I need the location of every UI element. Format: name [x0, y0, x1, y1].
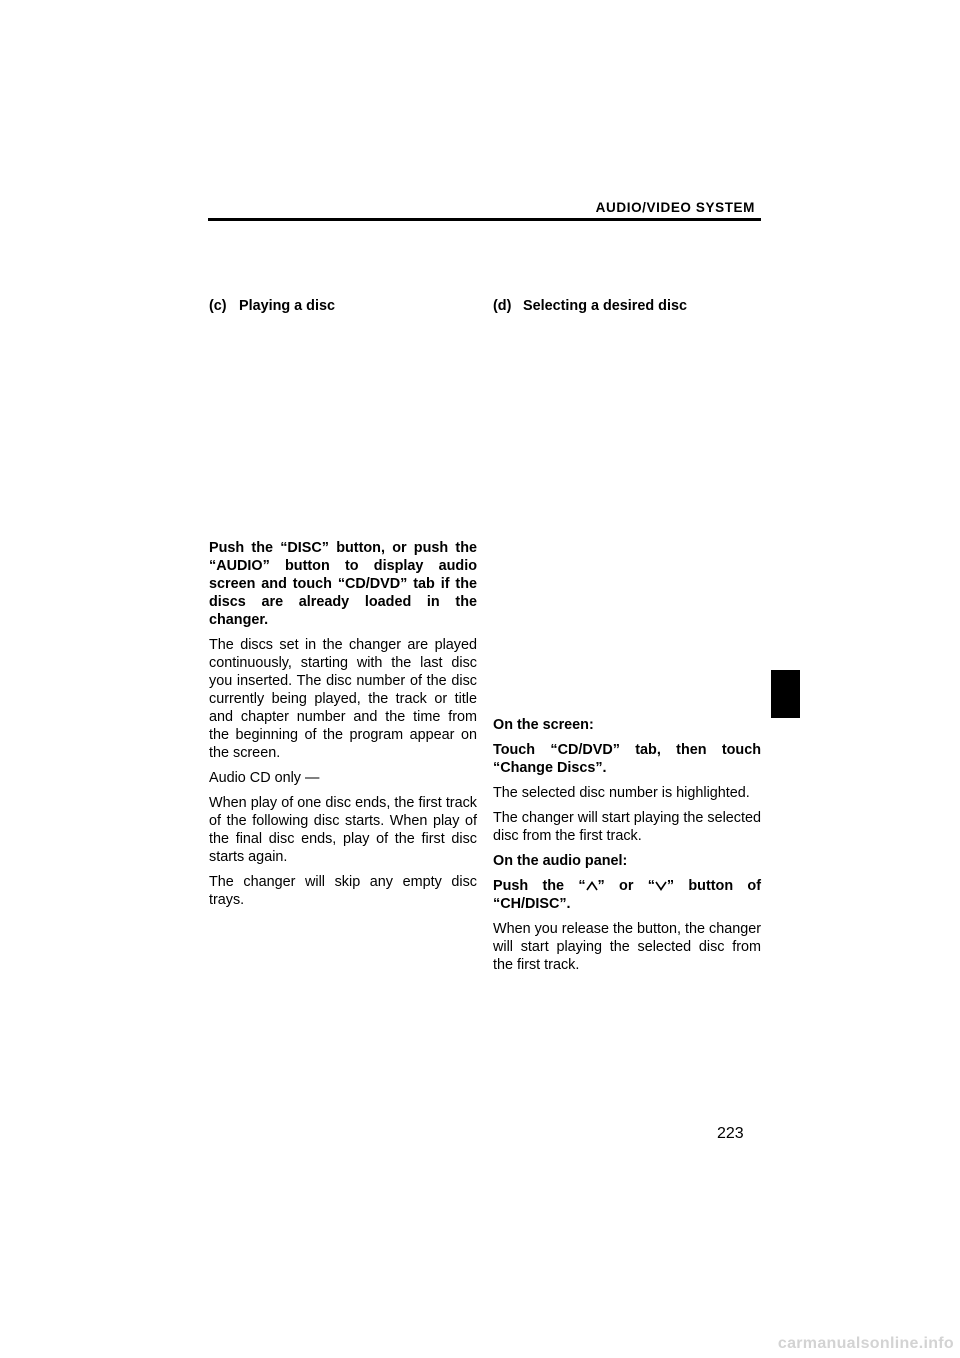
section-header-title: AUDIO/VIDEO SYSTEM [595, 200, 755, 215]
playing-paragraph: When play of one disc ends, the first track of the following disc starts. When play of the final disc ends, play of the first disc starts again. [209, 795, 477, 865]
audio-panel-heading: On the audio panel: [493, 853, 628, 869]
subsection-label: (d) [493, 298, 512, 314]
audio-panel-instruction [493, 877, 761, 913]
down-chevron-icon [655, 881, 667, 891]
playing-paragraph: The changer will skip any empty disc trays. [209, 874, 477, 908]
on-screen-paragraph: The changer will start playing the selected disc from the first track. [493, 810, 761, 844]
on-screen-heading: On the screen: [493, 717, 594, 733]
audio-panel-paragraph: When you release the button, the changer will start playing the selected disc from the first track. [493, 921, 762, 973]
right-column [493, 716, 761, 981]
subsection-label: (c) [209, 298, 227, 314]
instruction-text: ” or “ [597, 878, 655, 894]
instruction-text: Push the “ [493, 878, 586, 894]
on-screen-instruction: Touch “CD/DVD” tab, then touch “Change Discs”. [493, 742, 761, 776]
section-tab-marker [771, 670, 800, 718]
playing-instruction: Push the “DISC” button, or push the “AUDIO” button to display audio screen and touch “CD/DVD” tab if the discs are already loaded in the changer. [209, 540, 477, 628]
subsection-heading-d [493, 298, 687, 314]
on-screen-paragraph: The selected disc number is highlighted. [493, 785, 750, 801]
subsection-title: Playing a disc [239, 298, 335, 314]
playing-paragraph: The discs set in the changer are played continuously, starting with the last disc you inserted. The disc number of the disc currently being played, the track or title and chapter number and the time from the beginning of the program appear on the screen. [209, 637, 477, 761]
up-chevron-icon [586, 881, 598, 891]
subsection-title: Selecting a desired disc [523, 298, 687, 314]
instruction-text: ” button of “CH/DISC”. [493, 878, 761, 912]
page-number: 223 [717, 1125, 744, 1142]
subsection-heading-c [209, 298, 335, 314]
header-rule [208, 218, 761, 221]
watermark: carmanualsonline.info [777, 1335, 954, 1352]
left-column [209, 539, 477, 916]
audio-cd-note: Audio CD only — [209, 770, 320, 786]
